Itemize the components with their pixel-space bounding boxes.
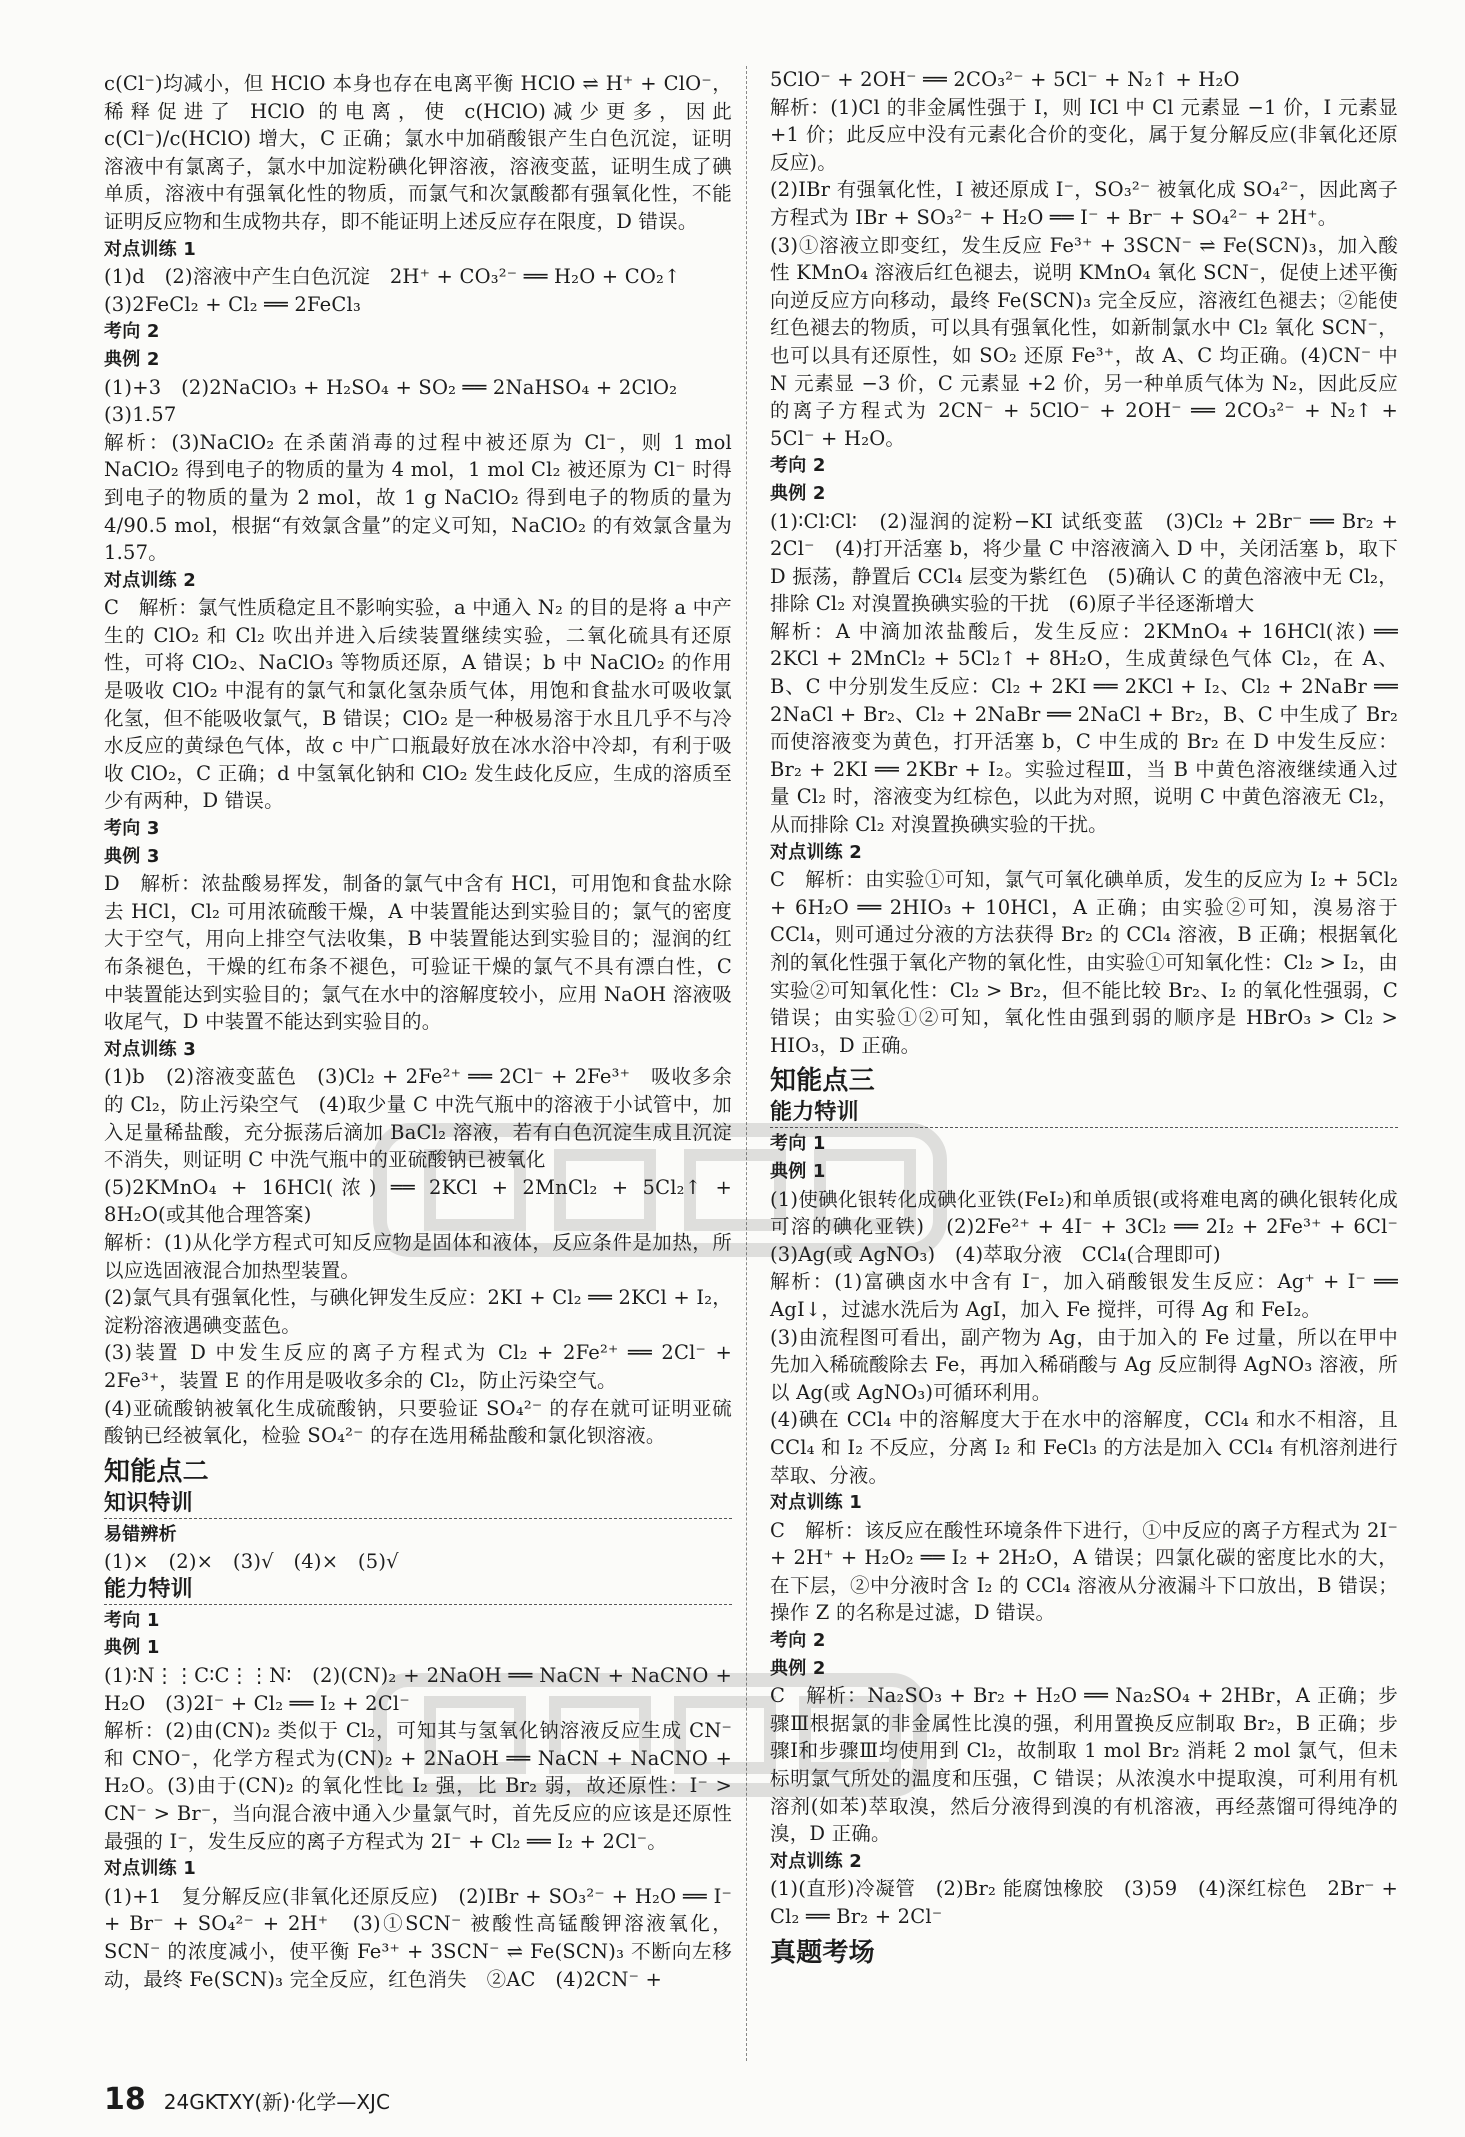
left-paragraph: (1)b (2)溶液变蓝色 (3)Cl₂ + 2Fe²⁺ ══ 2Cl⁻ + 2Fe³⁺ 吸收多余的 Cl₂，防止污染空气 (4)取少量 C 中洗气瓶中的溶液于小试管中，加入足量稀盐酸，充分振荡后滴加 BaCl₂ 溶液，若有白色沉淀生成且沉淀不消失，则证明 C 中洗气瓶中的亚硫酸钠已被氧化 (104, 1065, 732, 1172)
right-paragraph: 5ClO⁻ + 2OH⁻ ══ 2CO₃²⁻ + 5Cl⁻ + N₂↑ + H₂O (770, 68, 1240, 91)
right-label: 典例 1 (770, 1160, 826, 1182)
left-paragraph: (1)+3 (2)2NaClO₃ + H₂SO₄ + SO₂ ══ 2NaHSO₄ + 2ClO₂ (104, 375, 678, 399)
right-paragraph: (1)∶Cl∶Cl∶ (2)湿润的淀粉−KI 试纸变蓝 (3)Cl₂ + 2Br⁻ ══ Br₂ + 2Cl⁻ (4)打开活塞 b，将少量 C 中溶液滴入 D 中，关闭活塞 b，取下 D 振荡，静置后 CCl₄ 层变为紫红色 (5)确认 C 的黄色溶液中无 Cl₂，排除 Cl₂ 对溴置换碘实验的干扰 (6)原子半径逐渐增大 (770, 509, 1398, 616)
right-label: 典例 2 (770, 482, 826, 504)
left-paragraph: 解析：(2)由(CN)₂ 类似于 Cl₂，可知其与氢氧化钠溶液反应生成 CN⁻ 和 CNO⁻，化学方程式为(CN)₂ + 2NaOH ══ NaCN + NaCNO + H₂O。(3)由于(CN)₂ 的氧化性比 I₂ 强，比 Br₂ 弱，故还原性：I⁻ > CN⁻ > Br⁻，当向混合液中通入少量氯气时，首先反应的应该是还原性最强的 I⁻，发生反应的离子方程式为 2I⁻ + Cl₂ ══ I₂ + 2Cl⁻。 (104, 1719, 732, 1853)
left-paragraph: (3)1.57 (104, 403, 177, 427)
left-paragraph: (4)亚硫酸钠被氧化生成硫酸钠，只要验证 SO₄²⁻ 的存在就可证明亚硫酸钠已经被氧化，检验 SO₄²⁻ 的存在选用稀盐酸和氯化钡溶液。 (104, 1396, 732, 1448)
right-paragraph: C 解析：该反应在酸性环境条件下进行，①中反应的离子方程式为 2I⁻ + 2H⁺ + H₂O₂ ══ I₂ + 2H₂O，A 错误；四氯化碳的密度比水的大，在下层，②中分液时含 I₂ 的 CCl₄ 溶液从分液漏斗下口放出，B 错误；操作 Z 的名称是过滤，D 错误。 (770, 1518, 1398, 1625)
right-paragraph: (4)碘在 CCl₄ 中的溶解度大于在水中的溶解度，CCl₄ 和水不相溶，且 CCl₄ 和 I₂ 不反应，分离 I₂ 和 FeCl₃ 的方法是加入 CCl₄ 有机溶剂进行萃取、分液。 (770, 1408, 1398, 1487)
left-paragraph: (1)d (2)溶液中产生白色沉淀 2H⁺ + CO₃²⁻ ══ H₂O + CO₂↑ (104, 265, 681, 289)
left-label: 对点训练 1 (104, 1858, 196, 1880)
right-paragraph: (2)IBr 有强氧化性，I 被还原成 I⁻，SO₃²⁻ 被氧化成 SO₄²⁻，因此离子方程式为 IBr + SO₃²⁻ + H₂O ══ I⁻ + Br⁻ + SO₄²⁻ + 2H⁺。 (770, 178, 1398, 229)
left-paragraph: (1)+1 复分解反应(非氧化还原反应) (2)IBr + SO₃²⁻ + H₂O ══ I⁻ + Br⁻ + SO₄²⁻ + 2H⁺ (3)①SCN⁻ 被酸性高锰酸钾溶液氧化，SCN⁻ 的浓度减小，使平衡 Fe³⁺ + 3SCN⁻ ⇌ Fe(SCN)₃ 不断向左移动，最终 Fe(SCN)₃ 完全反应，红色消失 ②AC (4)2CN⁻ + (104, 1884, 732, 1991)
right-label: 对点训练 2 (770, 841, 862, 863)
left-label: 对点训练 1 (104, 238, 196, 260)
left-paragraph: (3)2FeCl₂ + Cl₂ ══ 2FeCl₃ (104, 292, 361, 316)
right-label: 对点训练 2 (770, 1850, 862, 1872)
watermark-logo-top (360, 1110, 960, 1270)
left-section-heading: 知能点二 (104, 1456, 209, 1487)
left-label: 考向 1 (104, 1609, 160, 1631)
subsection-heading-text: 能力特训 (104, 1576, 193, 1602)
right-paragraph: 解析：A 中滴加浓盐酸后，发生反应：2KMnO₄ + 16HCl(浓) ══ 2KCl + 2MnCl₂ + 5Cl₂↑ + 8H₂O，生成黄绿色气体 Cl₂，在 A、B、C 中分别发生反应：Cl₂ + 2KI ══ 2KCl + I₂、Cl₂ + 2NaBr ══ 2NaCl + Br₂、Cl₂ + 2NaBr ══ 2NaCl + Br₂，B、C 中生成了 Br₂ 而使溶液变为黄色，打开活塞 b，C 中生成的 Br₂ 在 D 中发生反应：Br₂ + 2KI ══ 2KBr + I₂。实验过程Ⅲ，当 B 中黄色溶液继续通入过量 Cl₂ 时，溶液变为红棕色，以此为对照，说明 C 中黄色溶液无 Cl₂，从而排除 Cl₂ 对溴置换碘实验的干扰。 (770, 619, 1398, 837)
left-paragraph: C 解析：氯气性质稳定且不影响实验，a 中通入 N₂ 的目的是将 a 中产生的 ClO₂ 和 Cl₂ 吹出并进入后续装置继续实验，二氧化硫具有还原性，可将 ClO₂、NaClO₃ 等物质还原，A 错误；b 中 NaClO₂ 的作用是吸收 ClO₂ 中混有的氯气和氯化氢杂质气体，用饱和食盐水可吸收氯化氢，但不能吸收氯气，B 错误；ClO₂ 是一种极易溶于水且几乎不与冷水反应的黄绿色气体，故 c 中广口瓶最好放在冰水浴中冷却，有利于吸收 ClO₂，C 正确；d 中氢氧化钠和 ClO₂ 发生歧化反应，生成的溶质至少有两种，D 错误。 (104, 596, 732, 813)
left-subsection-heading (104, 1490, 732, 1519)
left-paragraph: (2)氯气具有强氧化性，与碘化钾发生反应：2KI + Cl₂ ══ 2KCl + I₂，淀粉溶液遇碘变蓝色。 (104, 1286, 732, 1337)
right-section-heading: 真题考场 (770, 1937, 875, 1968)
left-label: 典例 2 (104, 348, 160, 370)
left-paragraph: 解析：(3)NaClO₂ 在杀菌消毒的过程中被还原为 Cl⁻，则 1 mol NaClO₂ 得到电子的物质的量为 4 mol，1 mol Cl₂ 被还原为 Cl⁻ 时得到电子的物质的量为 2 mol，故 1 g NaClO₂ 得到电子的物质的量为 4/90.5 mol，根据“有效氯含量”的定义可知，NaClO₂ 的有效氯含量为 1.57。 (104, 430, 732, 565)
left-paragraph: (1)× (2)× (3)√ (4)× (5)√ (104, 1550, 399, 1574)
watermark-logo-bottom (360, 1660, 940, 1810)
book-code: 24GKTXY(新)·化学—XJC (163, 2090, 390, 2114)
right-paragraph: C 解析：由实验①可知，氯气可氧化碘单质，发生的反应为 I₂ + 5Cl₂ + 6H₂O ══ 2HIO₃ + 10HCl，A 正确；由实验②可知，溴易溶于 CCl₄，则可通过分液的方法获得 Br₂ 的 CCl₄ 溶液，B 正确；根据氧化剂的氧化性强于氧化产物的氧化性，由实验①可知氧化性：Cl₂ > I₂，由实验②可知氧化性：Cl₂ > Br₂，但不能比较 Br₂、I₂ 的氧化性强弱，C 错误；由实验①②可知，氧化性由强到弱的顺序是 HBrO₃ > Cl₂ > HIO₃，D 正确。 (770, 868, 1398, 1057)
right-paragraph: (3)由流程图可看出，副产物为 Ag，由于加入的 Fe 过量，所以在甲中先加入稀硫酸除去 Fe，再加入稀硝酸与 Ag 反应制得 AgNO₃ 溶液，所以 Ag(或 AgNO₃)可循环利用。 (770, 1325, 1398, 1404)
left-label: 对点训练 2 (104, 569, 196, 591)
left-label: 考向 2 (104, 321, 160, 343)
left-paragraph: (3)装置 D 中发生反应的离子方程式为 Cl₂ + 2Fe²⁺ ══ 2Cl⁻ + 2Fe³⁺，装置 E 的作用是吸收多余的 Cl₂，防止污染空气。 (104, 1341, 732, 1392)
right-paragraph: (1)(直形)冷凝管 (2)Br₂ 能腐蚀橡胶 (3)59 (4)深红棕色 2Br⁻ + Cl₂ ══ Br₂ + 2Cl⁻ (770, 1877, 1398, 1928)
left-label: 易错辨析 (104, 1523, 177, 1545)
left-label: 对点训练 3 (104, 1038, 196, 1060)
right-paragraph: (1)使碘化银转化成碘化亚铁(FeI₂)和单质银(或将难电离的碘化银转化成可溶的碘化亚铁) (2)2Fe²⁺ + 4I⁻ + 3Cl₂ ══ 2I₂ + 2Fe³⁺ + 6Cl⁻ (3)Ag(或 AgNO₃) (4)萃取分液 CCl₄(合理即可) (770, 1187, 1418, 1266)
left-paragraph: (5)2KMnO₄ + 16HCl(浓) ══ 2KCl + 2MnCl₂ + 5Cl₂↑ + 8H₂O(或其他合理答案) (104, 1175, 732, 1227)
right-paragraph: 解析：(1)Cl 的非金属性强于 I，则 ICl 中 Cl 元素显 −1 价，I 元素显 +1 价；此反应中没有元素化合价的变化，属于复分解反应(非氧化还原反应)。 (770, 95, 1398, 174)
page-number: 18 (104, 2082, 146, 2117)
right-label: 考向 2 (770, 1630, 826, 1652)
left-paragraph: 解析：(1)从化学方程式可知反应物是固体和液体，反应条件是加热，所以应选固液混合加热型装置。 (104, 1230, 732, 1282)
left-paragraph: (1)∶N⋮⋮C∶C⋮⋮N∶ (2)(CN)₂ + 2NaOH ══ NaCN + NaCNO + H₂O (3)2I⁻ + Cl₂ ══ I₂ + 2Cl⁻ (104, 1664, 732, 1715)
left-label: 典例 1 (104, 1637, 160, 1659)
right-label: 对点训练 1 (770, 1492, 862, 1514)
right-paragraph: C 解析：Na₂SO₃ + Br₂ + H₂O ══ Na₂SO₄ + 2HBr，A 正确；步骤Ⅲ根据氯的非金属性比溴的强，利用置换反应制取 Br₂，B 正确；步骤Ⅰ和步骤Ⅲ均使用到 Cl₂，故制取 1 mol Br₂ 消耗 2 mol 氯气，但未标明氯气所处的温度和压强，C 错误；从浓溴水中提取溴，可利用有机溶剂(如苯)萃取溴，然后分液得到溴的有机溶液，再经蒸馏可得纯净的溴，D 正确。 (770, 1684, 1398, 1846)
right-label: 考向 2 (770, 455, 826, 477)
right-paragraph: (3)①溶液立即变红，发生反应 Fe³⁺ + 3SCN⁻ ⇌ Fe(SCN)₃，加入酸性 KMnO₄ 溶液后红色褪去，说明 KMnO₄ 氧化 SCN⁻，促使上述平衡向逆反应方向移动，最终 Fe(SCN)₃ 完全反应，溶液红色褪去；②能使红色褪去的物质，可以具有强氧化性，如新制氯水中 Cl₂ 氧化 SCN⁻，也可以具有还原性，如 SO₂ 还原 Fe³⁺，故 A、C 均正确。(4)CN⁻ 中 N 元素显 −3 价，C 元素显 +2 价，另一种单质气体为 N₂，因此反应的离子方程式为 2CN⁻ + 5ClO⁻ + 2OH⁻ ══ 2CO₃²⁻ + N₂↑ + 5Cl⁻ + H₂O。 (770, 233, 1398, 450)
right-paragraph: 解析：(1)富碘卤水中含有 I⁻，加入硝酸银发生反应：Ag⁺ + I⁻ ══ AgI↓，过滤水洗后为 AgI，加入 Fe 搅拌，可得 Ag 和 FeI₂。 (770, 1270, 1398, 1321)
page-footer (104, 2082, 390, 2117)
subsection-heading-text: 能力特训 (770, 1100, 859, 1126)
left-paragraph: D 解析：浓盐酸易挥发，制备的氯气中含有 HCl，可用饱和食盐水除去 HCl，Cl₂ 可用浓硫酸干燥，A 中装置能达到实验目的；氯气的密度大于空气，用向上排空气法收集，B 中装置能达到实验目的；湿润的红布条褪色，干燥的红布条不褪色，可验证干燥的氯气不具有漂白性，C 中装置能达到实验目的；氯气在水中的溶解度较小，应用 NaOH 溶液吸收尾气，D 中装置不能达到实验目的。 (104, 872, 732, 1034)
left-paragraph: c(Cl⁻)均减小，但 HClO 本身也存在电离平衡 HClO ⇌ H⁺ + ClO⁻，稀释促进了 HClO 的电离，使 c(HClO)减少更多，因此 c(Cl⁻)/c(HClO) 增大，C 正确；氯水中加硝酸银产生白色沉淀，证明溶液中有氯离子，氯水中加淀粉碘化钾溶液，溶液变蓝，证明生成了碘单质，溶液中有强氧化性的物质，而氯气和次氯酸都有强氧化性，不能证明反应物和生成物共存，即不能证明上述反应存在限度，D 错误。 (104, 72, 732, 233)
right-section-heading: 知能点三 (770, 1066, 875, 1097)
left-label: 典例 3 (104, 845, 160, 867)
left-label: 考向 3 (104, 818, 160, 840)
right-label: 典例 2 (770, 1657, 826, 1679)
left-subsection-heading (104, 1576, 732, 1605)
right-label: 考向 1 (770, 1133, 826, 1155)
subsection-heading-text: 知识特训 (104, 1490, 193, 1516)
